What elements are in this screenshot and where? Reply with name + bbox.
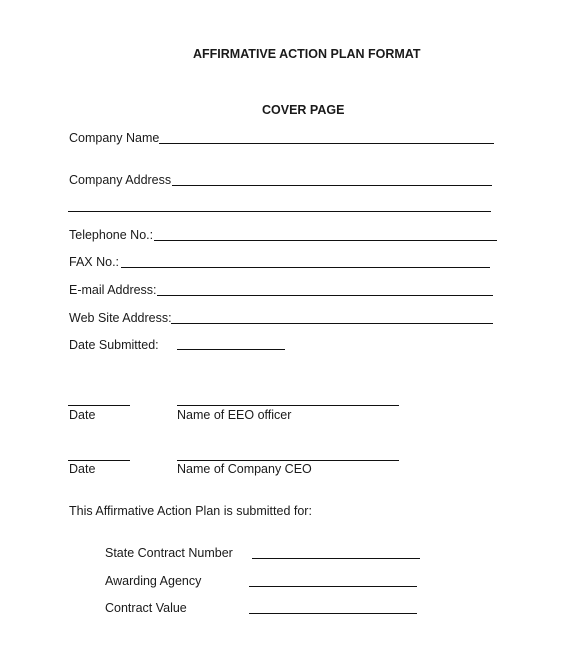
ceo-date-label: Date	[69, 462, 96, 476]
fax-line[interactable]	[121, 267, 490, 268]
submission-intro: This Affirmative Action Plan is submitted for:	[69, 504, 312, 518]
date-submitted-label: Date Submitted:	[69, 338, 159, 352]
fax-label: FAX No.:	[69, 255, 120, 269]
awarding-agency-line[interactable]	[249, 586, 417, 587]
state-contract-number-label: State Contract Number	[105, 546, 233, 560]
eeo-date-label: Date	[69, 408, 96, 422]
eeo-officer-label: Name of EEO officer	[177, 408, 292, 422]
ceo-date-line[interactable]	[68, 460, 130, 461]
telephone-label: Telephone No.:	[69, 228, 154, 242]
document-title: AFFIRMATIVE ACTION PLAN FORMAT	[193, 47, 421, 61]
company-address-line-2[interactable]	[68, 211, 491, 212]
company-name-line[interactable]	[159, 143, 494, 144]
email-label: E-mail Address:	[69, 283, 157, 297]
date-submitted-line[interactable]	[177, 349, 285, 350]
telephone-line[interactable]	[154, 240, 497, 241]
website-label: Web Site Address:	[69, 311, 172, 325]
cover-page-heading: COVER PAGE	[262, 103, 345, 117]
ceo-line[interactable]	[177, 460, 399, 461]
state-contract-number-line[interactable]	[252, 558, 420, 559]
contract-value-label: Contract Value	[105, 601, 187, 615]
company-address-line[interactable]	[172, 185, 492, 186]
eeo-officer-line[interactable]	[177, 405, 399, 406]
email-line[interactable]	[157, 295, 493, 296]
awarding-agency-label: Awarding Agency	[105, 574, 202, 588]
company-address-label: Company Address	[69, 173, 172, 187]
website-line[interactable]	[171, 323, 493, 324]
eeo-date-line[interactable]	[68, 405, 130, 406]
company-name-label: Company Name	[69, 131, 160, 145]
contract-value-line[interactable]	[249, 613, 417, 614]
ceo-label: Name of Company CEO	[177, 462, 312, 476]
